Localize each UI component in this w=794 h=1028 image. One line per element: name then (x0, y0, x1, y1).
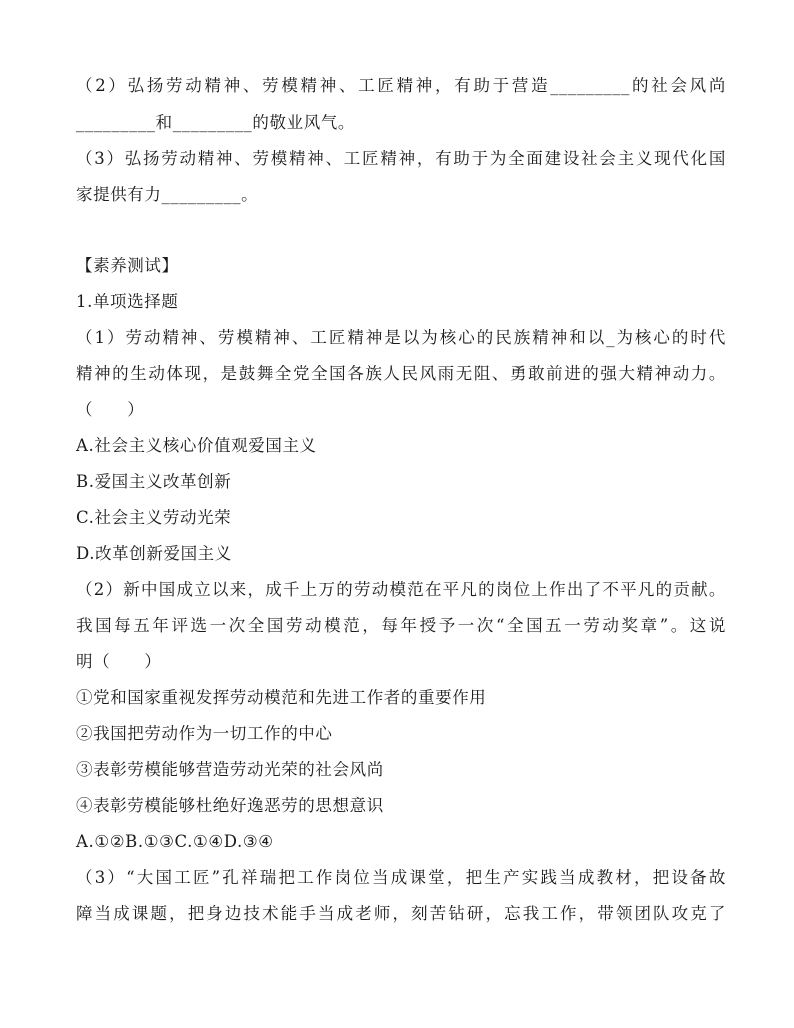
subsection-heading: 1.单项选择题 (76, 292, 179, 311)
mc1-option-b: B.爱国主义改革创新 (76, 472, 232, 491)
mc2-stem-line-3: 明（ ） (76, 652, 162, 671)
question-2-line-2: _________和_________的敬业风气。 (76, 113, 355, 132)
section-heading: 【素养测试】 (76, 256, 179, 275)
mc1-answer-blank: （ ） (76, 400, 145, 419)
mc1-option-a: A.社会主义核心价值观爱国主义 (76, 436, 317, 455)
mc2-statement-3: ③表彰劳模能够营造劳动光荣的社会风尚 (76, 760, 384, 779)
mc1-stem-line-1: （1）劳动精神、劳模精神、工匠精神是以为核心的民族精神和以_为核心的时代 (76, 328, 726, 347)
mc2-statement-1: ①党和国家重视发挥劳动模范和先进工作者的重要作用 (76, 688, 487, 707)
mc2-stem-line-1: （2）新中国成立以来，成千上万的劳动模范在平凡的岗位上作出了不平凡的贡献。 (76, 580, 726, 599)
mc3-stem-line-1: （3）“大国工匠”孔祥瑞把工作岗位当成课堂，把生产实践当成教材，把设备故 (76, 868, 726, 887)
mc1-stem-line-2: 精神的生动体现，是鼓舞全党全国各族人民风雨无阻、勇敢前进的强大精神动力。 (76, 364, 726, 383)
mc2-options: A.①②B.①③C.①④D.③④ (76, 832, 274, 851)
mc2-stem-line-2: 我国每五年评选一次全国劳动模范，每年授予一次“全国五一劳动奖章”。这说 (76, 616, 726, 635)
mc1-option-d: D.改革创新爱国主义 (76, 544, 232, 563)
question-3-line-2: 家提供有力_________。 (76, 185, 259, 204)
mc3-stem-line-2: 障当成课题，把身边技术能手当成老师，刻苦钻研，忘我工作，带领团队攻克了 (76, 904, 726, 923)
question-2-line-1: （2）弘扬劳动精神、劳模精神、工匠精神，有助于营造_________的社会风尚 (76, 76, 726, 95)
mc2-statement-2: ②我国把劳动作为一切工作的中心 (76, 724, 333, 743)
question-3-line-1: （3）弘扬劳动精神、劳模精神、工匠精神，有助于为全面建设社会主义现代化国 (76, 149, 726, 168)
mc1-option-c: C.社会主义劳动光荣 (76, 508, 232, 527)
mc2-statement-4: ④表彰劳模能够杜绝好逸恶劳的思想意识 (76, 796, 384, 815)
